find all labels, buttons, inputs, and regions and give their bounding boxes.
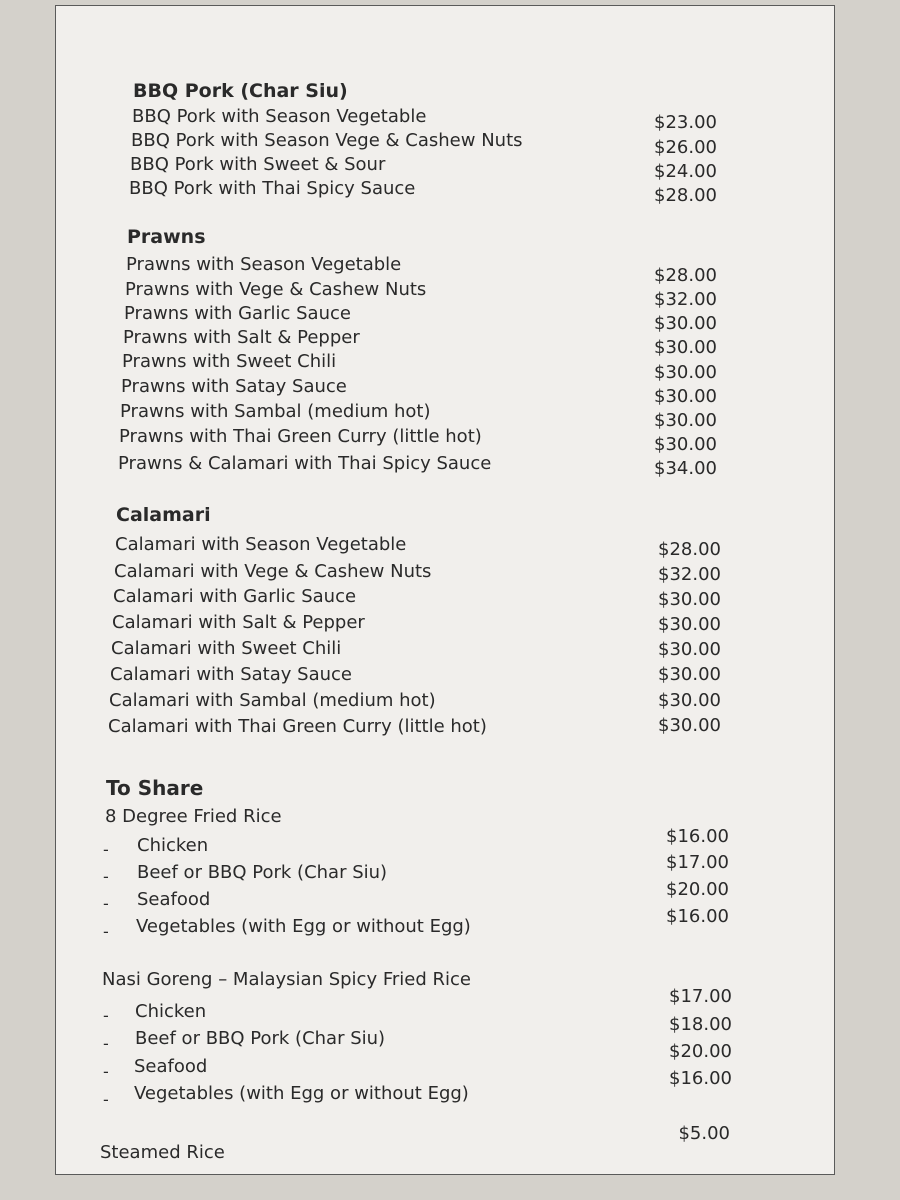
menu-option: Seafood (137, 889, 211, 910)
item-price: $28.00 (658, 539, 721, 560)
item-price: $30.00 (658, 715, 721, 736)
menu-option: Vegetables (with Egg or without Egg) (134, 1083, 469, 1104)
menu-option: Chicken (135, 1001, 207, 1022)
menu-option: Beef or BBQ Pork (Char Siu) (137, 862, 388, 883)
menu-item: Calamari with Garlic Sauce (113, 586, 357, 607)
item-price: $28.00 (654, 185, 717, 206)
item-price: $32.00 (658, 564, 721, 585)
menu-item: Calamari with Season Vegetable (115, 534, 407, 555)
item-price: $30.00 (658, 614, 721, 635)
menu-item: Prawns with Garlic Sauce (124, 303, 351, 324)
menu-item: Calamari with Thai Green Curry (little hot) (108, 716, 487, 737)
menu-option: Seafood (134, 1056, 208, 1077)
item-price: $30.00 (658, 639, 721, 660)
menu-option: Chicken (137, 835, 209, 856)
menu-item: Calamari with Sambal (medium hot) (109, 690, 436, 711)
item-price: $23.00 (654, 112, 717, 133)
section-title-bbq-pork: BBQ Pork (Char Siu) (133, 80, 348, 102)
item-price: $16.00 (666, 826, 729, 847)
bullet: - (103, 1006, 109, 1025)
item-price: $30.00 (654, 337, 717, 358)
sub-title-nasi-goreng: Nasi Goreng – Malaysian Spicy Fried Rice (102, 969, 471, 990)
menu-item: Prawns with Sweet Chili (122, 351, 337, 372)
item-price: $30.00 (654, 434, 717, 455)
item-price: $30.00 (654, 313, 717, 334)
menu-item: BBQ Pork with Thai Spicy Sauce (129, 178, 416, 199)
item-price: $17.00 (666, 852, 729, 873)
bullet: - (103, 840, 109, 859)
item-price: $30.00 (658, 664, 721, 685)
bullet: - (103, 922, 109, 941)
item-price: $30.00 (654, 362, 717, 383)
item-price: $34.00 (654, 458, 717, 479)
menu-page (55, 5, 835, 1175)
menu-item: BBQ Pork with Sweet & Sour (130, 154, 386, 175)
menu-item: Prawns with Sambal (medium hot) (120, 401, 431, 422)
item-price: $5.00 (678, 1123, 730, 1144)
bullet: - (103, 867, 109, 886)
item-price: $24.00 (654, 161, 717, 182)
bullet: - (103, 1062, 109, 1081)
item-price: $16.00 (669, 1068, 732, 1089)
menu-option: Beef or BBQ Pork (Char Siu) (135, 1028, 386, 1049)
menu-item: Prawns with Satay Sauce (121, 376, 347, 397)
menu-item: Calamari with Vege & Cashew Nuts (114, 561, 432, 582)
menu-item-steamed-rice: Steamed Rice (100, 1142, 225, 1163)
menu-option: Vegetables (with Egg or without Egg) (136, 916, 471, 937)
item-price: $18.00 (669, 1014, 732, 1035)
menu-item: Prawns & Calamari with Thai Spicy Sauce (118, 453, 492, 474)
menu-item: BBQ Pork with Season Vegetable (132, 106, 427, 127)
section-title-to-share: To Share (106, 776, 204, 800)
menu-item: Prawns with Vege & Cashew Nuts (125, 279, 427, 300)
item-price: $30.00 (654, 410, 717, 431)
section-title-calamari: Calamari (116, 504, 211, 526)
bullet: - (103, 1034, 109, 1053)
item-price: $17.00 (669, 986, 732, 1007)
item-price: $32.00 (654, 289, 717, 310)
section-title-prawns: Prawns (127, 226, 206, 248)
sub-title-fried-rice: 8 Degree Fried Rice (105, 806, 282, 827)
bullet: - (103, 1090, 109, 1109)
menu-item: Calamari with Salt & Pepper (112, 612, 365, 633)
menu-item: Prawns with Season Vegetable (126, 254, 402, 275)
bullet: - (103, 894, 109, 913)
menu-item: Calamari with Satay Sauce (110, 664, 352, 685)
menu-item: BBQ Pork with Season Vege & Cashew Nuts (131, 130, 523, 151)
item-price: $20.00 (666, 879, 729, 900)
item-price: $26.00 (654, 137, 717, 158)
menu-item: Prawns with Thai Green Curry (little hot) (119, 426, 482, 447)
item-price: $30.00 (658, 690, 721, 711)
menu-item: Calamari with Sweet Chili (111, 638, 342, 659)
item-price: $28.00 (654, 265, 717, 286)
item-price: $30.00 (658, 589, 721, 610)
item-price: $16.00 (666, 906, 729, 927)
item-price: $30.00 (654, 386, 717, 407)
menu-item: Prawns with Salt & Pepper (123, 327, 360, 348)
item-price: $20.00 (669, 1041, 732, 1062)
